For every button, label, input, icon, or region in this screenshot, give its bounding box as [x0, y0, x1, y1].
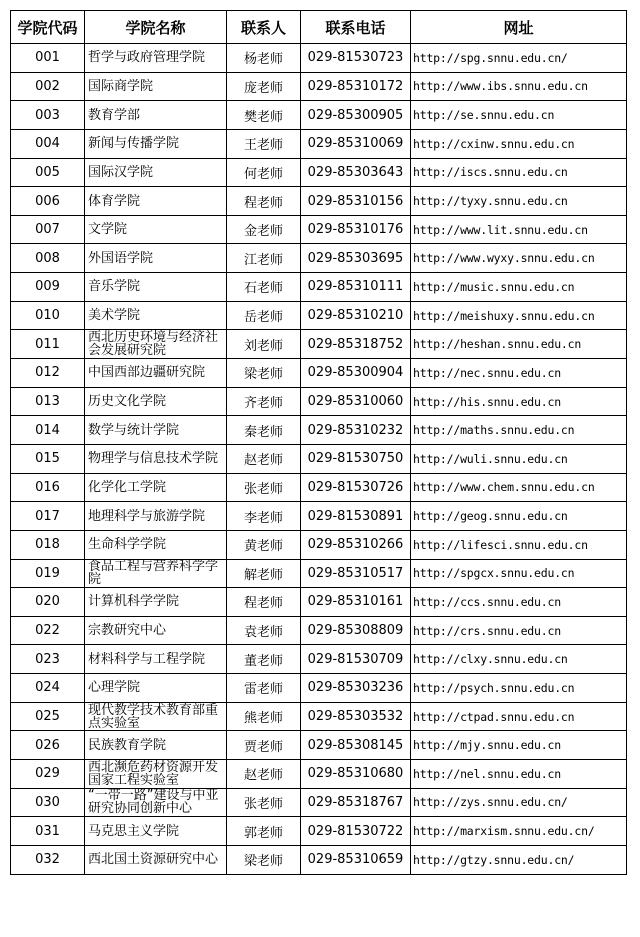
college-code-cell: 013 — [11, 387, 85, 416]
phone-cell: 029-85318752 — [301, 330, 411, 359]
table-row — [11, 387, 627, 416]
table-row — [11, 530, 627, 559]
table-row — [11, 330, 627, 359]
website-link[interactable]: http://gtzy.snnu.edu.cn/ — [411, 845, 627, 874]
website-link[interactable]: http://ctpad.snnu.edu.cn — [411, 702, 627, 731]
contact-person-cell: 樊老师 — [227, 101, 301, 130]
college-code-cell: 011 — [11, 330, 85, 359]
phone-cell: 029-85308809 — [301, 616, 411, 645]
table-row — [11, 158, 627, 187]
college-name-cell: 国际商学院 — [85, 72, 227, 101]
college-name-cell: 外国语学院 — [85, 244, 227, 273]
college-name-cell: 历史文化学院 — [85, 387, 227, 416]
website-link[interactable]: http://ccs.snnu.edu.cn — [411, 588, 627, 617]
table-row — [11, 416, 627, 445]
website-link[interactable]: http://spg.snnu.edu.cn/ — [411, 44, 627, 73]
college-code-cell: 024 — [11, 674, 85, 703]
contact-person-cell: 岳老师 — [227, 301, 301, 330]
website-link[interactable]: http://his.snnu.edu.cn — [411, 387, 627, 416]
contact-person-cell: 董老师 — [227, 645, 301, 674]
college-code-cell: 019 — [11, 559, 85, 588]
website-link[interactable]: http://nec.snnu.edu.cn — [411, 359, 627, 388]
website-link[interactable]: http://www.wyxy.snnu.edu.cn — [411, 244, 627, 273]
website-link[interactable]: http://maths.snnu.edu.cn — [411, 416, 627, 445]
college-code-cell: 020 — [11, 588, 85, 617]
phone-cell: 029-85310156 — [301, 187, 411, 216]
phone-cell: 029-85303532 — [301, 702, 411, 731]
contact-person-cell: 袁老师 — [227, 616, 301, 645]
phone-cell: 029-81530726 — [301, 473, 411, 502]
college-code-cell: 001 — [11, 44, 85, 73]
phone-cell: 029-85303236 — [301, 674, 411, 703]
college-code-cell: 032 — [11, 845, 85, 874]
website-link[interactable]: http://crs.snnu.edu.cn — [411, 616, 627, 645]
college-code-cell: 014 — [11, 416, 85, 445]
college-code-cell: 007 — [11, 215, 85, 244]
college-name-cell: 中国西部边疆研究院 — [85, 359, 227, 388]
contact-person-cell: 程老师 — [227, 588, 301, 617]
website-link[interactable]: http://cxinw.snnu.edu.cn — [411, 129, 627, 158]
college-name-cell: 民族教育学院 — [85, 731, 227, 760]
table-row — [11, 187, 627, 216]
contact-person-cell: 梁老师 — [227, 845, 301, 874]
table-row — [11, 359, 627, 388]
table-row — [11, 645, 627, 674]
college-code-cell: 015 — [11, 444, 85, 473]
phone-cell: 029-85310111 — [301, 273, 411, 302]
website-link[interactable]: http://meishuxy.snnu.edu.cn — [411, 301, 627, 330]
college-name-cell: 物理学与信息技术学院 — [85, 444, 227, 473]
website-link[interactable]: http://music.snnu.edu.cn — [411, 273, 627, 302]
college-name-cell: 心理学院 — [85, 674, 227, 703]
header-contact: 联系人 — [227, 11, 301, 44]
contact-person-cell: 何老师 — [227, 158, 301, 187]
contact-person-cell: 刘老师 — [227, 330, 301, 359]
college-code-cell: 025 — [11, 702, 85, 731]
phone-cell: 029-81530722 — [301, 817, 411, 846]
phone-cell: 029-81530709 — [301, 645, 411, 674]
college-name-cell: 新闻与传播学院 — [85, 129, 227, 158]
website-link[interactable]: http://nel.snnu.edu.cn — [411, 760, 627, 789]
website-link[interactable]: http://www.chem.snnu.edu.cn — [411, 473, 627, 502]
phone-cell: 029-85310680 — [301, 760, 411, 789]
table-row — [11, 273, 627, 302]
college-code-cell: 002 — [11, 72, 85, 101]
college-name-cell: 教育学部 — [85, 101, 227, 130]
college-name-cell: 马克思主义学院 — [85, 817, 227, 846]
college-code-cell: 031 — [11, 817, 85, 846]
header-row — [11, 11, 627, 44]
contact-person-cell: 秦老师 — [227, 416, 301, 445]
college-name-cell: 食品工程与营养科学学院 — [85, 559, 227, 588]
website-link[interactable]: http://wuli.snnu.edu.cn — [411, 444, 627, 473]
college-code-cell: 003 — [11, 101, 85, 130]
college-name-cell: “一带一路”建设与中亚研究协同创新中心 — [85, 788, 227, 817]
contact-person-cell: 石老师 — [227, 273, 301, 302]
college-name-cell: 文学院 — [85, 215, 227, 244]
website-link[interactable]: http://lifesci.snnu.edu.cn — [411, 530, 627, 559]
website-link[interactable]: http://zys.snnu.edu.cn/ — [411, 788, 627, 817]
phone-cell: 029-85303695 — [301, 244, 411, 273]
website-link[interactable]: http://iscs.snnu.edu.cn — [411, 158, 627, 187]
phone-cell: 029-85310069 — [301, 129, 411, 158]
college-code-cell: 009 — [11, 273, 85, 302]
header-url: 网址 — [411, 11, 627, 44]
table-row — [11, 72, 627, 101]
college-name-cell: 计算机科学学院 — [85, 588, 227, 617]
college-code-cell: 008 — [11, 244, 85, 273]
contact-person-cell: 江老师 — [227, 244, 301, 273]
contact-person-cell: 雷老师 — [227, 674, 301, 703]
college-code-cell: 023 — [11, 645, 85, 674]
contact-person-cell: 庞老师 — [227, 72, 301, 101]
header-code: 学院代码 — [11, 11, 85, 44]
table-row — [11, 788, 627, 817]
table-row — [11, 702, 627, 731]
college-name-cell: 生命科学学院 — [85, 530, 227, 559]
phone-cell: 029-85310176 — [301, 215, 411, 244]
phone-cell: 029-85303643 — [301, 158, 411, 187]
table-row — [11, 502, 627, 531]
phone-cell: 029-85310210 — [301, 301, 411, 330]
contact-person-cell: 赵老师 — [227, 444, 301, 473]
website-link[interactable]: http://marxism.snnu.edu.cn/ — [411, 817, 627, 846]
college-code-cell: 029 — [11, 760, 85, 789]
college-code-cell: 005 — [11, 158, 85, 187]
college-name-cell: 美术学院 — [85, 301, 227, 330]
phone-cell: 029-85308145 — [301, 731, 411, 760]
phone-cell: 029-85310266 — [301, 530, 411, 559]
website-link[interactable]: http://clxy.snnu.edu.cn — [411, 645, 627, 674]
college-name-cell: 体育学院 — [85, 187, 227, 216]
table-row — [11, 845, 627, 874]
website-link[interactable]: http://psych.snnu.edu.cn — [411, 674, 627, 703]
college-name-cell: 数学与统计学院 — [85, 416, 227, 445]
table-row — [11, 215, 627, 244]
college-name-cell: 材料科学与工程学院 — [85, 645, 227, 674]
website-link[interactable]: http://heshan.snnu.edu.cn — [411, 330, 627, 359]
college-code-cell: 004 — [11, 129, 85, 158]
college-name-cell: 西北历史环境与经济社会发展研究院 — [85, 330, 227, 359]
college-code-cell: 006 — [11, 187, 85, 216]
table-row — [11, 444, 627, 473]
table-row — [11, 616, 627, 645]
contact-person-cell: 王老师 — [227, 129, 301, 158]
college-code-cell: 030 — [11, 788, 85, 817]
website-link[interactable]: http://www.ibs.snnu.edu.cn — [411, 72, 627, 101]
college-name-cell: 音乐学院 — [85, 273, 227, 302]
contact-person-cell: 赵老师 — [227, 760, 301, 789]
college-name-cell: 现代教学技术教育部重点实验室 — [85, 702, 227, 731]
contact-person-cell: 张老师 — [227, 788, 301, 817]
contact-person-cell: 张老师 — [227, 473, 301, 502]
college-name-cell: 地理科学与旅游学院 — [85, 502, 227, 531]
table-row — [11, 588, 627, 617]
table-row — [11, 44, 627, 73]
phone-cell: 029-81530723 — [301, 44, 411, 73]
table-row — [11, 301, 627, 330]
contact-person-cell: 郭老师 — [227, 817, 301, 846]
college-code-cell: 012 — [11, 359, 85, 388]
phone-cell: 029-85300905 — [301, 101, 411, 130]
table-row — [11, 473, 627, 502]
college-name-cell: 宗教研究中心 — [85, 616, 227, 645]
contact-person-cell: 齐老师 — [227, 387, 301, 416]
contact-person-cell: 程老师 — [227, 187, 301, 216]
contact-person-cell: 贾老师 — [227, 731, 301, 760]
college-code-cell: 018 — [11, 530, 85, 559]
website-link[interactable]: http://mjy.snnu.edu.cn — [411, 731, 627, 760]
phone-cell: 029-85310659 — [301, 845, 411, 874]
phone-cell: 029-85310161 — [301, 588, 411, 617]
phone-cell: 029-85310060 — [301, 387, 411, 416]
college-code-cell: 010 — [11, 301, 85, 330]
table-row — [11, 129, 627, 158]
table-row — [11, 731, 627, 760]
college-name-cell: 哲学与政府管理学院 — [85, 44, 227, 73]
college-code-cell: 026 — [11, 731, 85, 760]
college-contact-table — [10, 10, 627, 875]
website-link[interactable]: http://se.snnu.edu.cn — [411, 101, 627, 130]
table-row — [11, 760, 627, 789]
website-link[interactable]: http://geog.snnu.edu.cn — [411, 502, 627, 531]
college-code-cell: 022 — [11, 616, 85, 645]
table-row — [11, 674, 627, 703]
table-row — [11, 244, 627, 273]
phone-cell: 029-85300904 — [301, 359, 411, 388]
phone-cell: 029-85310232 — [301, 416, 411, 445]
phone-cell: 029-85318767 — [301, 788, 411, 817]
contact-person-cell: 黄老师 — [227, 530, 301, 559]
college-name-cell: 国际汉学院 — [85, 158, 227, 187]
phone-cell: 029-81530891 — [301, 502, 411, 531]
contact-person-cell: 熊老师 — [227, 702, 301, 731]
website-link[interactable]: http://www.lit.snnu.edu.cn — [411, 215, 627, 244]
college-name-cell: 化学化工学院 — [85, 473, 227, 502]
phone-cell: 029-81530750 — [301, 444, 411, 473]
header-phone: 联系电话 — [301, 11, 411, 44]
contact-person-cell: 李老师 — [227, 502, 301, 531]
website-link[interactable]: http://tyxy.snnu.edu.cn — [411, 187, 627, 216]
table-row — [11, 817, 627, 846]
college-name-cell: 西北国土资源研究中心 — [85, 845, 227, 874]
table-row — [11, 101, 627, 130]
college-code-cell: 016 — [11, 473, 85, 502]
website-link[interactable]: http://spgcx.snnu.edu.cn — [411, 559, 627, 588]
header-name: 学院名称 — [85, 11, 227, 44]
contact-person-cell: 金老师 — [227, 215, 301, 244]
college-name-cell: 西北濒危药材资源开发国家工程实验室 — [85, 760, 227, 789]
contact-person-cell: 杨老师 — [227, 44, 301, 73]
table-row — [11, 559, 627, 588]
contact-person-cell: 解老师 — [227, 559, 301, 588]
contact-person-cell: 梁老师 — [227, 359, 301, 388]
college-code-cell: 017 — [11, 502, 85, 531]
phone-cell: 029-85310172 — [301, 72, 411, 101]
phone-cell: 029-85310517 — [301, 559, 411, 588]
